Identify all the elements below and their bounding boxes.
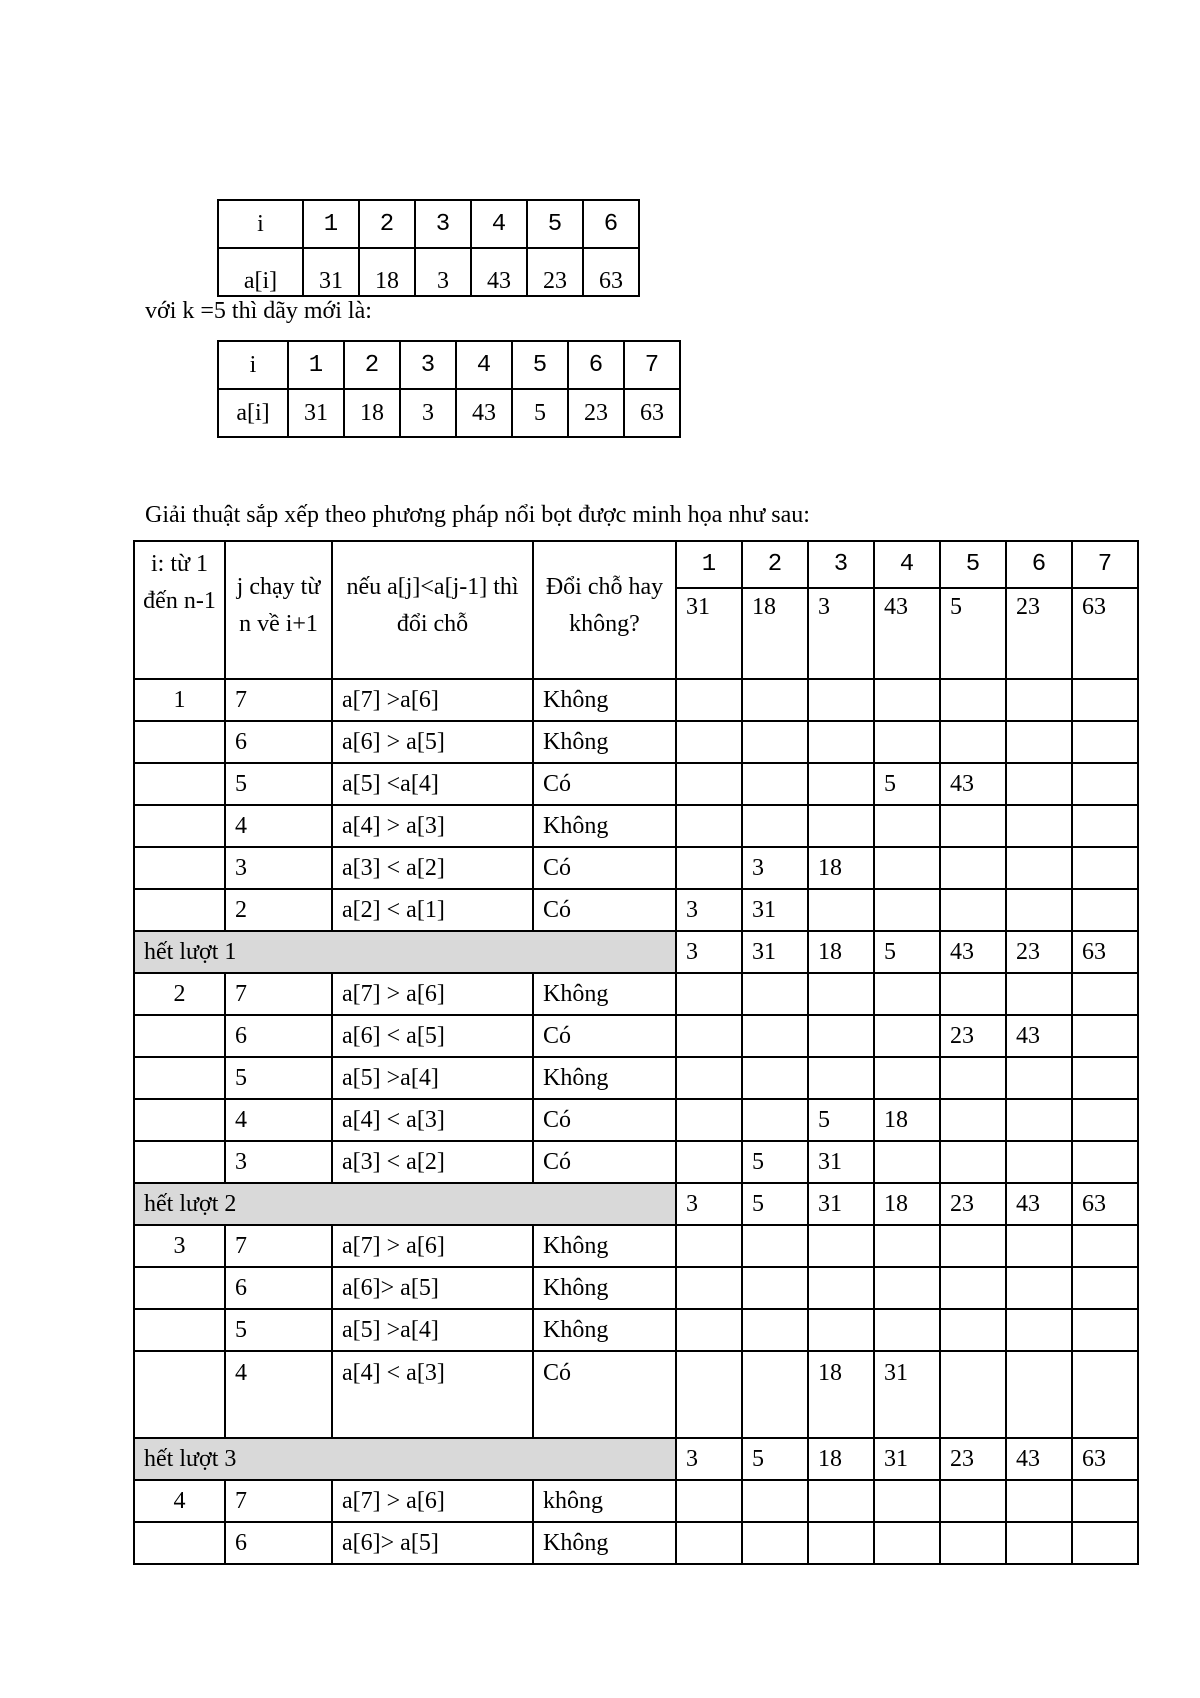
array-cell — [1072, 1225, 1138, 1267]
array-cell: 23 — [1006, 931, 1072, 973]
value-cell: 18 — [359, 248, 415, 296]
array-cell: 43 — [1006, 1438, 1072, 1480]
i-cell — [134, 1141, 225, 1183]
bubble-sort-table — [133, 540, 1139, 1565]
array-cell: 18 — [808, 931, 874, 973]
j-cell: 7 — [225, 973, 332, 1015]
array-cell: 5 — [808, 1099, 874, 1141]
array-cell — [940, 679, 1006, 721]
condition-cell: a[7] > a[6] — [332, 1225, 533, 1267]
pass-summary-row — [134, 1438, 1138, 1480]
array-cell — [742, 679, 808, 721]
array-cell — [1072, 679, 1138, 721]
swap-cell: Có — [533, 1015, 676, 1057]
step-row — [134, 889, 1138, 931]
i-cell — [134, 805, 225, 847]
initial-value-cell: 5 — [940, 588, 1006, 679]
array-cell — [1072, 721, 1138, 763]
index-cell: 3 — [415, 200, 471, 248]
j-cell: 5 — [225, 1057, 332, 1099]
array-cell — [742, 1099, 808, 1141]
array-cell — [676, 847, 742, 889]
array-cell — [1072, 1267, 1138, 1309]
array-cell: 18 — [874, 1183, 940, 1225]
array-cell — [874, 1057, 940, 1099]
array-cell: 3 — [742, 847, 808, 889]
condition-cell: a[3] < a[2] — [332, 1141, 533, 1183]
array-cell: 31 — [874, 1351, 940, 1438]
array-cell — [676, 805, 742, 847]
step-row — [134, 1057, 1138, 1099]
i-cell: 1 — [134, 679, 225, 721]
condition-cell: a[4] > a[3] — [332, 805, 533, 847]
swap-cell: Không — [533, 1057, 676, 1099]
array-cell — [1072, 1351, 1138, 1438]
index-cell: 7 — [624, 341, 680, 389]
i-cell — [134, 1267, 225, 1309]
i-cell — [134, 763, 225, 805]
i-cell — [134, 847, 225, 889]
condition-cell: a[2] < a[1] — [332, 889, 533, 931]
condition-cell: a[4] < a[3] — [332, 1351, 533, 1438]
new-array-caption: với k =5 thì dãy mới là: — [145, 298, 372, 324]
pass-summary-row — [134, 1183, 1138, 1225]
i-label: i — [218, 341, 288, 389]
array-cell — [676, 1309, 742, 1351]
i-cell: 4 — [134, 1480, 225, 1522]
new-array-table — [217, 340, 681, 438]
index-cell: 6 — [1006, 541, 1072, 588]
array-cell — [808, 721, 874, 763]
index-cell: 1 — [676, 541, 742, 588]
array-cell — [940, 721, 1006, 763]
condition-cell: a[6] > a[5] — [332, 721, 533, 763]
array-cell: 43 — [1006, 1183, 1072, 1225]
array-cell — [676, 1099, 742, 1141]
j-cell: 5 — [225, 763, 332, 805]
condition-cell: a[5] >a[4] — [332, 1309, 533, 1351]
step-row — [134, 679, 1138, 721]
array-cell — [874, 889, 940, 931]
array-cell: 43 — [940, 763, 1006, 805]
j-cell: 4 — [225, 1351, 332, 1438]
array-cell — [1072, 889, 1138, 931]
condition-cell: a[6]> a[5] — [332, 1522, 533, 1564]
array-cell — [874, 1141, 940, 1183]
i-cell — [134, 1351, 225, 1438]
i-cell: 3 — [134, 1225, 225, 1267]
array-cell — [1006, 1267, 1072, 1309]
condition-cell: a[3] < a[2] — [332, 847, 533, 889]
step-row — [134, 1015, 1138, 1057]
array-cell — [1006, 1309, 1072, 1351]
value-cell: 63 — [583, 248, 639, 296]
j-cell: 6 — [225, 1522, 332, 1564]
array-cell — [1072, 1141, 1138, 1183]
index-cell: 4 — [471, 200, 527, 248]
index-cell: 2 — [359, 200, 415, 248]
array-cell — [940, 1522, 1006, 1564]
array-cell — [1006, 805, 1072, 847]
swap-cell: Có — [533, 1099, 676, 1141]
array-cell — [742, 721, 808, 763]
swap-cell: Có — [533, 1141, 676, 1183]
array-cell: 3 — [676, 1183, 742, 1225]
array-cell: 31 — [808, 1183, 874, 1225]
array-cell: 3 — [676, 1438, 742, 1480]
value-cell: 3 — [415, 248, 471, 296]
header-condition: nếu a[j]<a[j-1] thì đổi chỗ — [332, 541, 533, 679]
array-cell — [676, 679, 742, 721]
index-cell: 2 — [344, 341, 400, 389]
condition-cell: a[7] > a[6] — [332, 1480, 533, 1522]
array-cell: 23 — [940, 1438, 1006, 1480]
array-cell — [742, 1267, 808, 1309]
algorithm-caption: Giải thuật sắp xếp theo phương pháp nổi bọt được minh họa như sau: — [145, 502, 810, 528]
array-cell — [808, 679, 874, 721]
array-cell — [808, 973, 874, 1015]
value-cell: 3 — [400, 389, 456, 437]
step-row — [134, 1267, 1138, 1309]
array-cell: 43 — [940, 931, 1006, 973]
step-row — [134, 1225, 1138, 1267]
condition-cell: a[6] < a[5] — [332, 1015, 533, 1057]
a-label: a[i] — [218, 248, 303, 296]
index-cell: 1 — [303, 200, 359, 248]
value-cell: 23 — [527, 248, 583, 296]
value-cell: 43 — [456, 389, 512, 437]
swap-cell: Có — [533, 1351, 676, 1438]
initial-value-cell: 3 — [808, 588, 874, 679]
array-cell — [1006, 889, 1072, 931]
array-cell — [940, 1057, 1006, 1099]
array-cell: 23 — [940, 1183, 1006, 1225]
value-cell: 18 — [344, 389, 400, 437]
j-cell: 3 — [225, 847, 332, 889]
array-cell — [676, 1141, 742, 1183]
array-cell: 5 — [874, 763, 940, 805]
array-cell — [940, 1480, 1006, 1522]
array-cell — [874, 1225, 940, 1267]
array-cell — [676, 1522, 742, 1564]
array-cell — [874, 847, 940, 889]
array-cell — [1006, 847, 1072, 889]
array-cell — [1006, 1522, 1072, 1564]
condition-cell: a[7] >a[6] — [332, 679, 533, 721]
step-row — [134, 1522, 1138, 1564]
array-cell — [940, 1309, 1006, 1351]
array-cell — [940, 973, 1006, 1015]
array-cell — [1006, 721, 1072, 763]
array-cell — [940, 1351, 1006, 1438]
step-row — [134, 1480, 1138, 1522]
header-j: j chạy từ n về i+1 — [225, 541, 332, 679]
array-cell — [874, 721, 940, 763]
condition-cell: a[4] < a[3] — [332, 1099, 533, 1141]
i-cell — [134, 889, 225, 931]
swap-cell: Không — [533, 1522, 676, 1564]
index-cell: 7 — [1072, 541, 1138, 588]
array-cell — [808, 1267, 874, 1309]
array-cell — [1072, 1480, 1138, 1522]
array-cell — [742, 1480, 808, 1522]
step-row — [134, 1099, 1138, 1141]
index-row — [218, 200, 639, 248]
array-cell — [874, 1015, 940, 1057]
array-cell: 63 — [1072, 1183, 1138, 1225]
array-cell — [874, 679, 940, 721]
step-row — [134, 1351, 1138, 1438]
value-cell: 31 — [303, 248, 359, 296]
array-cell — [874, 1480, 940, 1522]
array-cell — [1006, 1141, 1072, 1183]
array-cell — [808, 1309, 874, 1351]
initial-value-cell: 43 — [874, 588, 940, 679]
array-cell — [1006, 1351, 1072, 1438]
swap-cell: Không — [533, 1267, 676, 1309]
j-cell: 3 — [225, 1141, 332, 1183]
array-cell — [940, 1267, 1006, 1309]
array-cell: 18 — [808, 1351, 874, 1438]
pass-label: hết lượt 1 — [134, 931, 676, 973]
array-cell: 3 — [676, 889, 742, 931]
array-cell — [1006, 973, 1072, 1015]
array-cell — [676, 1057, 742, 1099]
array-cell: 5 — [742, 1141, 808, 1183]
array-cell: 18 — [874, 1099, 940, 1141]
step-row — [134, 1309, 1138, 1351]
value-row — [218, 248, 639, 296]
array-cell — [808, 1057, 874, 1099]
index-cell: 4 — [874, 541, 940, 588]
array-cell — [742, 1057, 808, 1099]
swap-cell: không — [533, 1480, 676, 1522]
index-cell: 5 — [512, 341, 568, 389]
value-cell: 43 — [471, 248, 527, 296]
swap-cell: Không — [533, 1309, 676, 1351]
a-label: a[i] — [218, 389, 288, 437]
condition-cell: a[5] >a[4] — [332, 1057, 533, 1099]
j-cell: 7 — [225, 679, 332, 721]
swap-cell: Có — [533, 763, 676, 805]
i-cell: 2 — [134, 973, 225, 1015]
value-cell: 31 — [288, 389, 344, 437]
step-row — [134, 973, 1138, 1015]
array-cell — [676, 1351, 742, 1438]
i-label: i — [218, 200, 303, 248]
array-cell — [940, 1141, 1006, 1183]
index-row — [218, 341, 680, 389]
index-cell: 1 — [288, 341, 344, 389]
array-cell — [676, 1015, 742, 1057]
array-cell — [742, 805, 808, 847]
i-cell — [134, 1057, 225, 1099]
initial-value-cell: 23 — [1006, 588, 1072, 679]
header-swap: Đổi chỗ hay không? — [533, 541, 676, 679]
index-cell: 4 — [456, 341, 512, 389]
array-cell — [742, 1225, 808, 1267]
j-cell: 5 — [225, 1309, 332, 1351]
step-row — [134, 1141, 1138, 1183]
bubble-sort-body — [134, 679, 1138, 1564]
array-cell: 18 — [808, 1438, 874, 1480]
array-cell — [1006, 1099, 1072, 1141]
array-cell — [1072, 1309, 1138, 1351]
j-cell: 4 — [225, 1099, 332, 1141]
array-cell — [874, 1267, 940, 1309]
j-cell: 7 — [225, 1480, 332, 1522]
initial-array-table — [217, 199, 640, 297]
array-cell — [940, 889, 1006, 931]
value-cell: 5 — [512, 389, 568, 437]
array-cell — [676, 1267, 742, 1309]
array-cell: 18 — [808, 847, 874, 889]
array-cell — [808, 889, 874, 931]
array-cell: 5 — [742, 1183, 808, 1225]
array-cell — [676, 973, 742, 1015]
pass-summary-row — [134, 931, 1138, 973]
j-cell: 6 — [225, 1015, 332, 1057]
swap-cell: Có — [533, 847, 676, 889]
swap-cell: Có — [533, 889, 676, 931]
j-cell: 4 — [225, 805, 332, 847]
array-cell — [742, 1351, 808, 1438]
step-row — [134, 805, 1138, 847]
array-cell — [808, 1522, 874, 1564]
array-cell — [742, 1309, 808, 1351]
array-cell — [676, 1225, 742, 1267]
step-row — [134, 847, 1138, 889]
array-cell: 63 — [1072, 1438, 1138, 1480]
j-cell: 6 — [225, 1267, 332, 1309]
array-cell — [1006, 1480, 1072, 1522]
index-cell: 6 — [568, 341, 624, 389]
array-cell — [1006, 679, 1072, 721]
index-cell: 3 — [400, 341, 456, 389]
j-cell: 6 — [225, 721, 332, 763]
header-i: i: từ 1 đến n-1 — [134, 541, 225, 679]
header-row — [134, 541, 1138, 588]
array-cell: 43 — [1006, 1015, 1072, 1057]
array-cell — [808, 1480, 874, 1522]
value-row — [218, 389, 680, 437]
array-cell — [676, 763, 742, 805]
array-cell — [1072, 1015, 1138, 1057]
array-cell — [874, 805, 940, 847]
pass-label: hết lượt 3 — [134, 1438, 676, 1480]
swap-cell: Không — [533, 679, 676, 721]
array-cell — [1006, 1057, 1072, 1099]
array-cell — [874, 1522, 940, 1564]
array-cell: 31 — [808, 1141, 874, 1183]
step-row — [134, 721, 1138, 763]
array-cell — [742, 973, 808, 1015]
j-cell: 2 — [225, 889, 332, 931]
array-cell — [1072, 1099, 1138, 1141]
value-cell: 63 — [624, 389, 680, 437]
j-cell: 7 — [225, 1225, 332, 1267]
array-cell: 3 — [676, 931, 742, 973]
array-cell: 31 — [874, 1438, 940, 1480]
array-cell: 63 — [1072, 931, 1138, 973]
array-cell — [676, 1480, 742, 1522]
array-cell — [742, 1015, 808, 1057]
array-cell — [1072, 1057, 1138, 1099]
array-cell — [940, 805, 1006, 847]
initial-value-cell: 18 — [742, 588, 808, 679]
pass-label: hết lượt 2 — [134, 1183, 676, 1225]
array-cell — [808, 1225, 874, 1267]
i-cell — [134, 1099, 225, 1141]
index-cell: 3 — [808, 541, 874, 588]
array-cell: 23 — [940, 1015, 1006, 1057]
step-row — [134, 763, 1138, 805]
array-cell — [676, 721, 742, 763]
array-cell — [1006, 763, 1072, 805]
array-cell — [1072, 805, 1138, 847]
i-cell — [134, 1309, 225, 1351]
i-cell — [134, 1015, 225, 1057]
array-cell — [1072, 847, 1138, 889]
array-cell — [1006, 1225, 1072, 1267]
array-cell — [742, 763, 808, 805]
index-cell: 2 — [742, 541, 808, 588]
initial-value-cell: 63 — [1072, 588, 1138, 679]
index-cell: 6 — [583, 200, 639, 248]
array-cell — [808, 805, 874, 847]
swap-cell: Không — [533, 805, 676, 847]
swap-cell: Không — [533, 1225, 676, 1267]
array-cell — [808, 763, 874, 805]
i-cell — [134, 721, 225, 763]
array-cell — [808, 1015, 874, 1057]
condition-cell: a[6]> a[5] — [332, 1267, 533, 1309]
array-cell — [940, 847, 1006, 889]
initial-value-cell: 31 — [676, 588, 742, 679]
swap-cell: Không — [533, 721, 676, 763]
array-cell — [874, 1309, 940, 1351]
index-cell: 5 — [527, 200, 583, 248]
array-cell — [1072, 1522, 1138, 1564]
array-cell: 5 — [874, 931, 940, 973]
array-cell: 31 — [742, 931, 808, 973]
i-cell — [134, 1522, 225, 1564]
array-cell — [1072, 973, 1138, 1015]
index-cell: 5 — [940, 541, 1006, 588]
array-cell — [940, 1225, 1006, 1267]
swap-cell: Không — [533, 973, 676, 1015]
array-cell — [742, 1522, 808, 1564]
array-cell: 5 — [742, 1438, 808, 1480]
array-cell — [1072, 763, 1138, 805]
value-cell: 23 — [568, 389, 624, 437]
array-cell — [940, 1099, 1006, 1141]
array-cell: 31 — [742, 889, 808, 931]
condition-cell: a[5] <a[4] — [332, 763, 533, 805]
array-cell — [874, 973, 940, 1015]
condition-cell: a[7] > a[6] — [332, 973, 533, 1015]
